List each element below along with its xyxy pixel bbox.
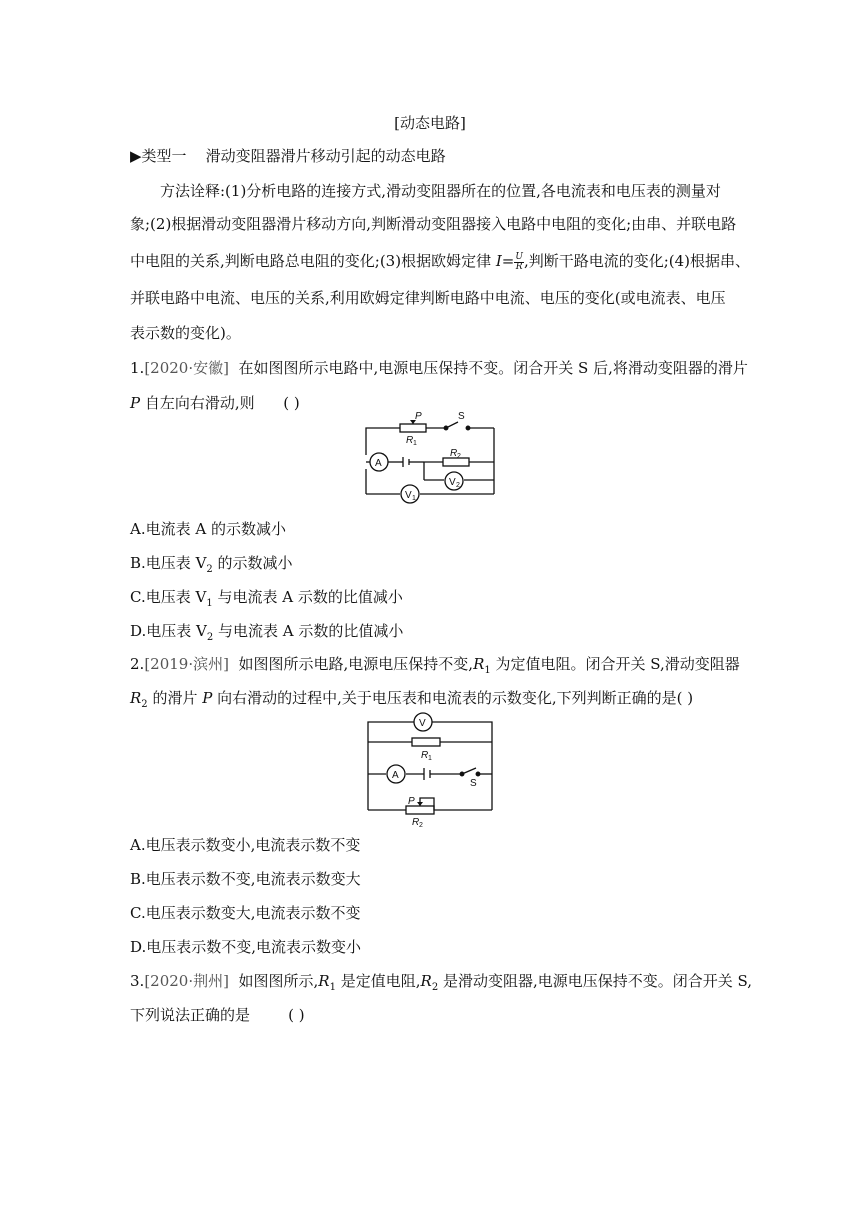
q1-label-r2: R [450,448,458,459]
q1-option-a[interactable] [130,518,286,539]
ohm-numerator: U [515,251,523,262]
q2-text-1b: 为定值电阻。闭合开关 S,滑动变阻器 [490,655,740,673]
q2-var-r2: R [130,689,142,707]
voltmeter-v1-icon: V [405,490,412,501]
q2-label-p: P [408,796,415,807]
q1-option-b-sub: 2 [206,564,213,575]
method-line-2: 象;(2)根据滑动变阻器滑片移动方向,判断滑动变阻器接入电路中电阻的变化;由串、并联电路 [130,215,737,233]
q2-var-p: P [202,689,213,707]
q1-option-d-prefix: D. [130,622,147,640]
q1-option-d-tail: 与电流表 A 示数的比值减小 [213,622,404,640]
q3-line-1 [130,970,752,999]
q1-option-d[interactable] [130,620,403,643]
q2-label-r1-sub: 1 [428,755,432,762]
q3-answer-paren: ( ) [288,1006,305,1024]
q2-option-b-text: 电压表示数不变,电流表示数变大 [145,870,361,888]
ammeter-a-icon: A [375,458,382,469]
method-line-3-tail: ,判断干路电流的变化;(4)根据串、 [523,252,751,270]
q2-label-r1: R [421,750,429,761]
q2-text-2b: 向右滑动的过程中,关于电压表和电流表的示数变化,下列判断正确的是( ) [212,689,694,707]
q1-option-a-text: 电流表 A 的示数减小 [145,520,286,538]
method-line-3-text: 中电阻的关系,判断电路总电阻的变化;(3)根据欧姆定律 [130,252,496,270]
q1-option-c-text: 电压表 V [145,588,207,606]
q1-label-p: P [415,411,422,422]
method-line-5: 表示数的变化)。 [130,324,241,342]
q3-var-r2: R [420,972,432,990]
q2-text-2a: 的滑片 [147,689,203,707]
q2-option-d-text: 电压表示数不变,电流表示数变小 [146,938,362,956]
q1-option-a-prefix: A. [130,520,146,538]
q1-option-c-tail: 与电流表 A 示数的比值减小 [212,588,403,606]
method-line-4: 并联电路中电流、电压的关系,利用欧姆定律判断电路中电流、电压的变化(或电流表、电压 [130,289,726,307]
q1-line-2 [130,392,300,414]
q2-option-b[interactable] [130,868,361,889]
q2-source: [2019·滨州] [144,655,229,673]
q1-option-c[interactable] [130,586,403,609]
q1-text-1: 在如图图所示电路中,电源电压保持不变。闭合开关 S 后,将滑动变阻器的滑片 [238,359,748,377]
q2-option-d-prefix: D. [130,938,147,956]
q2-var-r1: R [473,655,485,673]
q2-circuit-diagram [364,710,496,828]
q2-line-1 [130,653,740,682]
type-heading [130,145,446,167]
q1-option-d-text: 电压表 V [146,622,207,640]
q1-text-2: 自左向右滑动,则 [140,394,255,412]
ohm-denominator: R [515,261,523,272]
q2-text-1a: 如图图所示电路,电源电压保持不变, [238,655,474,673]
ammeter-a-icon: A [392,770,399,781]
q2-var-r1-sub: 1 [484,665,491,676]
ohm-lhs: I= [495,252,515,270]
q1-var-p: P [130,394,141,412]
q3-text-2: 下列说法正确的是 [130,1006,251,1024]
q1-label-r1-sub: 1 [413,440,417,447]
q1-option-b-text: 电压表 V [145,554,207,572]
q2-label-r2-sub: 2 [419,822,423,829]
q2-option-c-prefix: C. [130,904,146,922]
type-title: 滑动变阻器滑片移动引起的动态电路 [205,147,446,165]
voltmeter-v2-icon: V [449,477,456,488]
q2-option-a[interactable] [130,834,360,855]
q1-option-d-sub: 2 [206,632,214,643]
q1-option-c-sub: 1 [206,598,213,609]
q2-var-r2-sub: 2 [141,699,148,710]
method-line-3 [130,250,750,272]
q3-number: 3. [130,972,145,990]
q2-option-b-prefix: B. [130,870,146,888]
q2-option-a-text: 电压表示数变小,电流表示数不变 [145,836,361,854]
q2-option-c-text: 电压表示数变大,电流表示数不变 [145,904,361,922]
q1-number: 1. [130,359,145,377]
q3-source: [2020·荆州] [144,972,229,990]
section-heading: [动态电路] [394,114,466,132]
q1-label-v2-sub: 2 [456,482,460,489]
q2-label-r2: R [412,817,420,828]
q1-label-v1-sub: 1 [412,495,416,502]
q1-circuit-diagram [358,411,503,510]
q3-var-r2-sub: 2 [431,982,439,993]
q3-text-c: 是滑动变阻器,电源电压保持不变。闭合开关 S, [438,972,753,990]
q1-answer-paren: ( ) [283,394,300,412]
q3-text-b: 是定值电阻, [335,972,421,990]
q1-label-r1: R [406,435,414,446]
ohm-fraction [514,253,524,272]
q3-var-r1-sub: 1 [329,982,336,993]
q1-line-1 [130,357,748,379]
q1-option-b-prefix: B. [130,554,146,572]
method-line-1: 方法诠释:(1)分析电路的连接方式,滑动变阻器所在的位置,各电流表和电压表的测量对 [160,182,721,200]
type-label: 类型一 [141,147,187,165]
q1-option-b[interactable] [130,552,293,575]
q3-text-a: 如图图所示, [238,972,319,990]
q2-option-c[interactable] [130,902,361,923]
q2-option-a-prefix: A. [130,836,146,854]
q2-option-d[interactable] [130,936,361,957]
q3-var-r1: R [318,972,330,990]
q2-number: 2. [130,655,145,673]
voltmeter-v-icon: V [419,718,426,729]
triangle-marker-icon: ▶ [130,147,142,165]
q1-option-b-tail: 的示数减小 [212,554,293,572]
q1-label-s: S [458,411,465,422]
q1-source: [2020·安徽] [144,359,229,377]
q3-line-2 [130,1004,305,1026]
q1-label-r2-sub: 2 [457,453,461,460]
q1-option-c-prefix: C. [130,588,146,606]
q2-label-s: S [470,778,477,789]
